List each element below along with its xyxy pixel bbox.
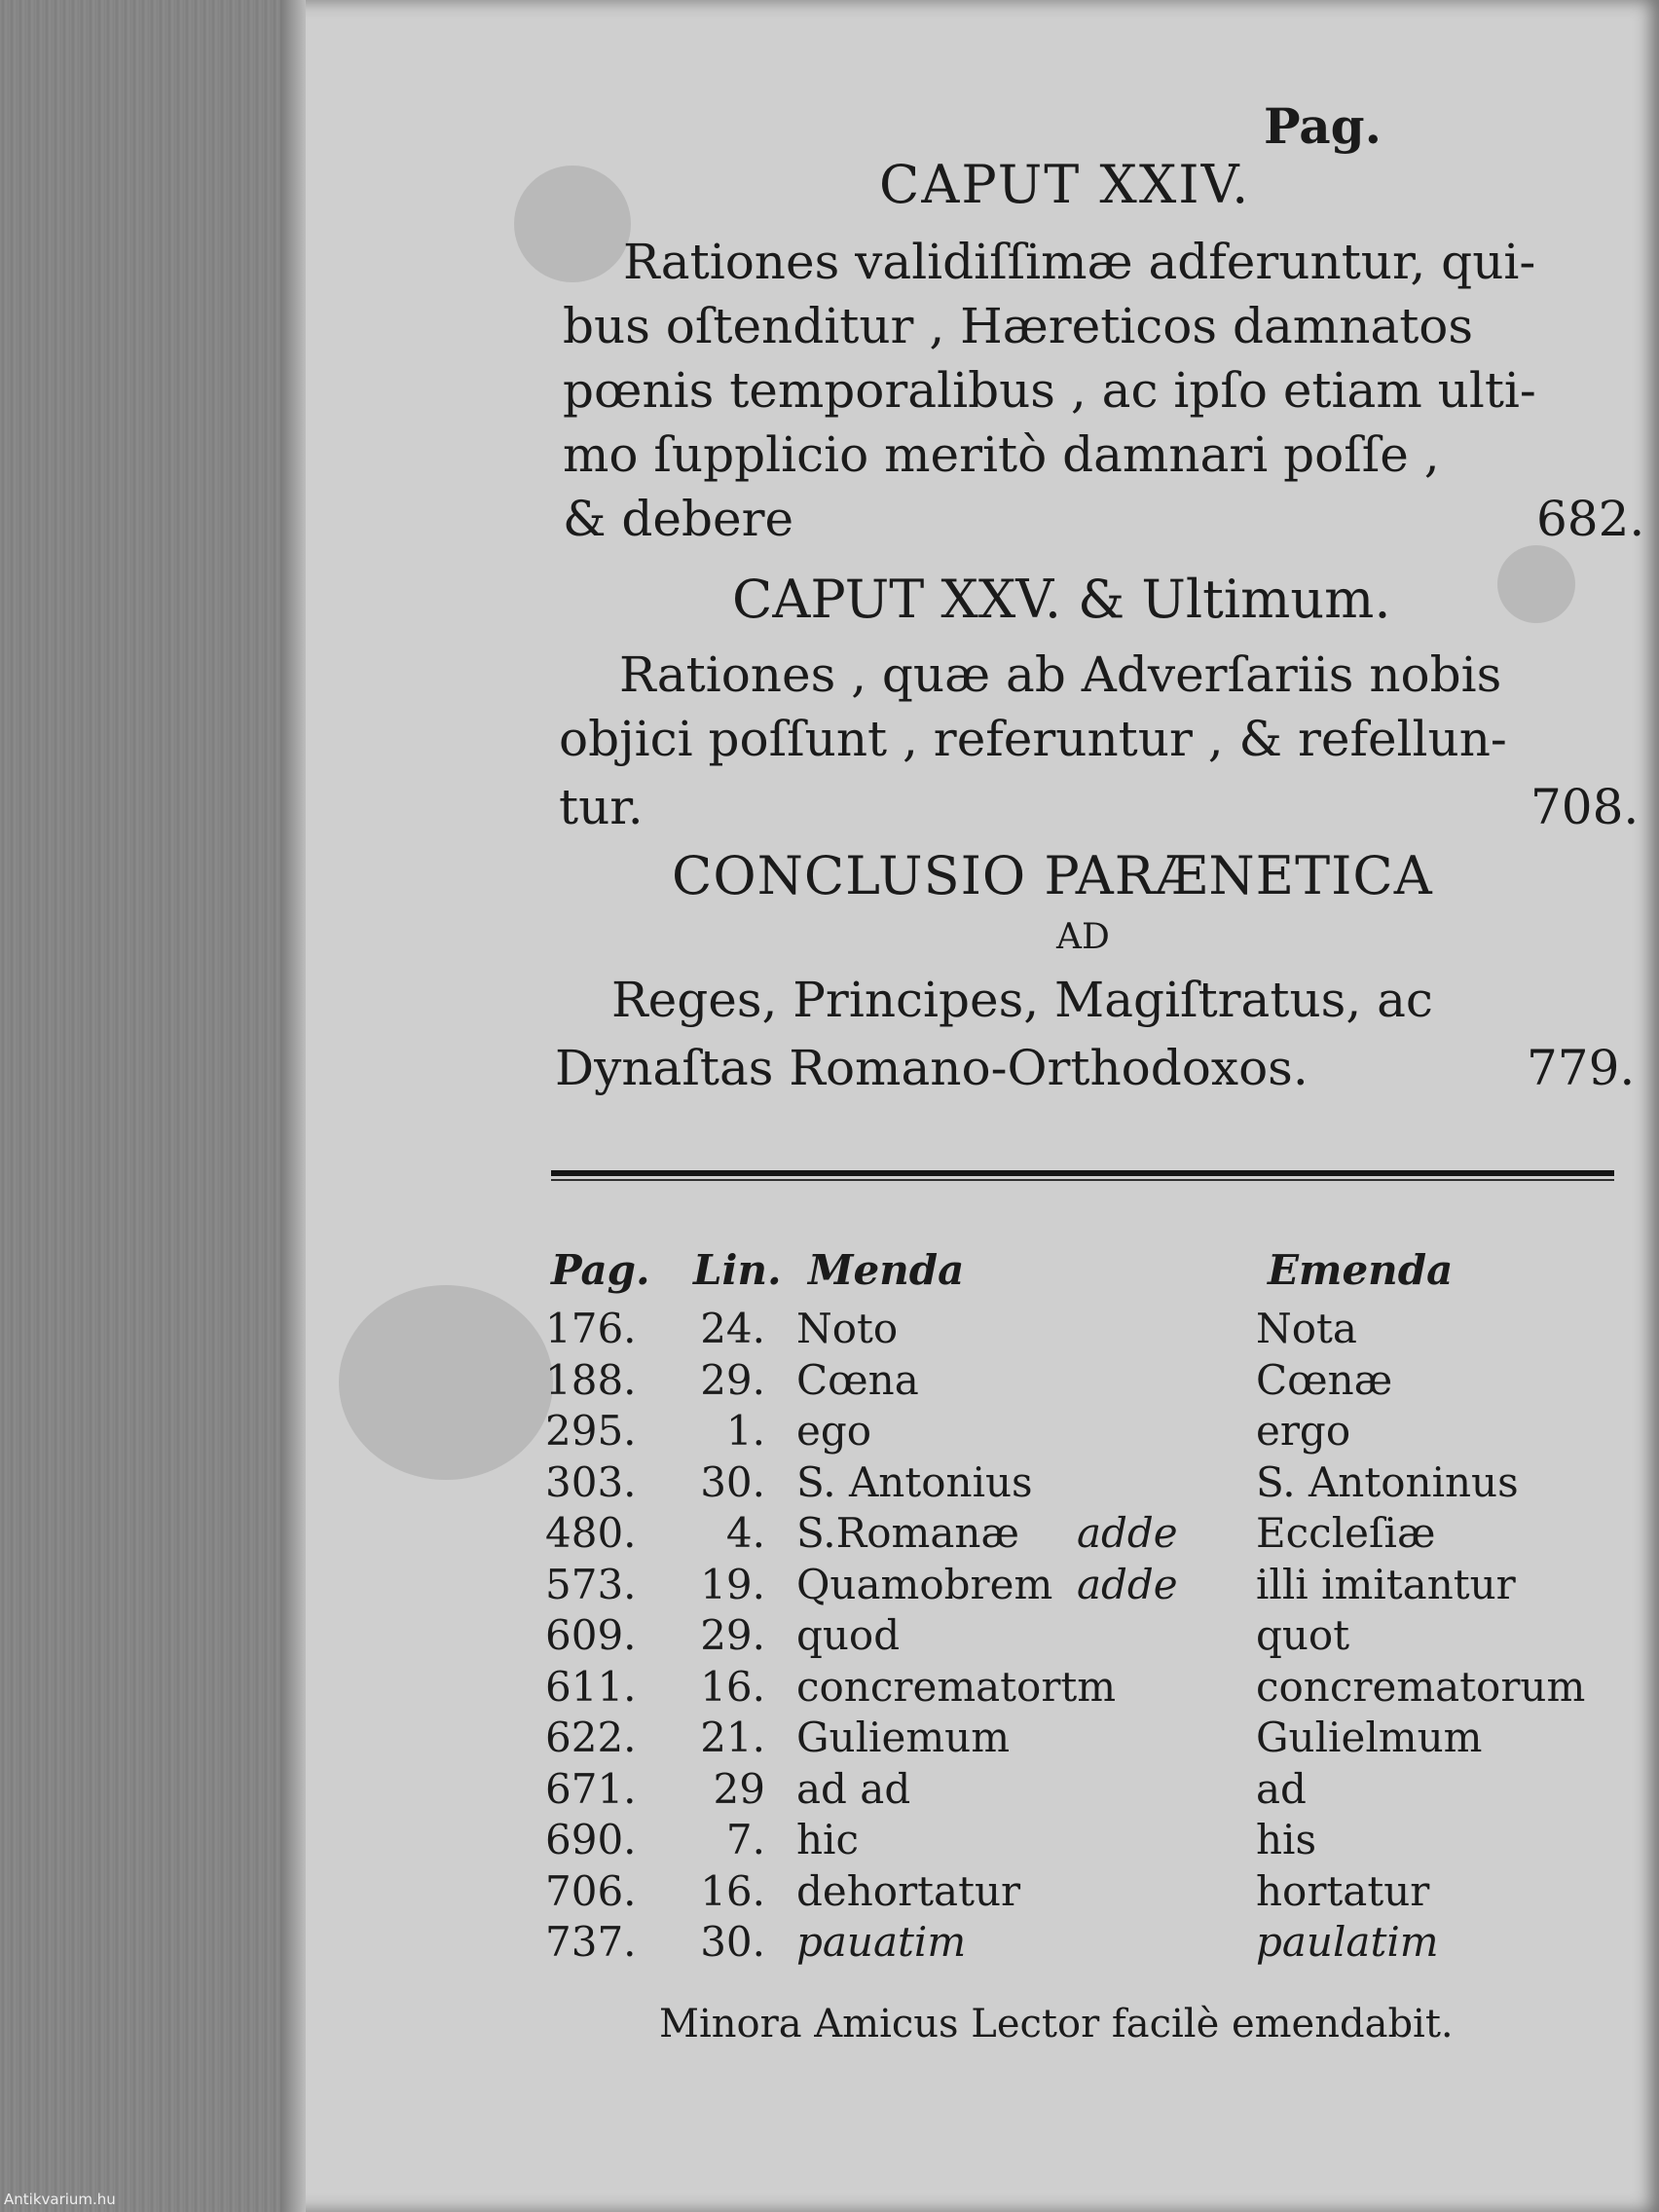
errata-cell-emenda: Gulielmum [1256,1714,1483,1761]
errata-cell-emenda: Cœnæ [1256,1355,1393,1404]
caput-25-title: CAPUT XXV. & Ultimum. [732,569,1391,630]
pag-label: Pag. [1264,97,1382,155]
errata-header-emenda: Emenda [1268,1246,1454,1294]
errata-cell-emenda: S. Antoninus [1256,1457,1519,1506]
caput-25-line-2-text: objici poſſunt , referuntur , & refellun- [559,711,1507,767]
errata-row [0,1816,1659,1866]
watermark: Antikvarium.hu [4,2191,116,2208]
errata-footer-note: Minora Amicus Lector facilè emendabit. [659,2002,1454,2046]
errata-cell-pag: 622. [545,1714,637,1761]
errata-cell-pag: 609. [545,1611,637,1659]
caput-24-line-2 [563,298,1515,354]
errata-cell-lin: 7. [725,1816,765,1863]
caput-25-line-2 [559,711,1515,767]
conclusio-ad: AD [1056,917,1110,957]
errata-cell-menda: ego [796,1407,872,1455]
stain [514,166,631,282]
caput-24-line-1-text: Rationes validiſſimæ adferuntur, qui- [623,234,1536,290]
caput-25-line-1 [619,646,1515,703]
errata-cell-emenda: quot [1256,1611,1350,1659]
errata-cell-emenda: illi imitantur [1256,1560,1516,1608]
conclusio-page-number: 779. [1527,1040,1636,1096]
errata-cell-menda: ad ad [796,1764,911,1813]
errata-row [0,1611,1659,1662]
caput-24-title: CAPUT XXIV. [879,154,1251,215]
errata-header-menda: Menda [808,1246,965,1294]
caput-24-line-3-text: pœnis temporalibus , ac ipſo etiam ulti- [563,362,1536,419]
errata-cell-menda: hic [796,1816,860,1863]
errata-cell-lin: 16. [700,1866,765,1915]
errata-cell-pag: 480. [545,1509,637,1557]
errata-cell-emenda: hortatur [1256,1866,1430,1915]
errata-cell-menda: Guliemum [796,1714,1011,1761]
conclusio-line-1-text: Reges, Principes, Magiſtratus, ac [611,972,1433,1028]
conclusio-last-line: Dynaſtas Romano-Orthodoxos. [555,1040,1309,1096]
errata-cell-menda: quod [796,1611,901,1659]
errata-cell-lin: 4. [725,1509,765,1557]
errata-cell-lin: 19. [700,1560,765,1608]
caput-24-line-2-text: bus oſtenditur , Hæreticos damnatos [563,298,1474,354]
errata-row [0,1407,1659,1457]
caput-25-page-number: 708. [1530,779,1640,835]
errata-row [0,1765,1659,1816]
caput-24-line-4-text: mo ſupplicio meritò damnari poſſe , [563,426,1440,483]
errata-row [0,1918,1659,1969]
errata-cell-add: adde [1077,1509,1178,1557]
errata-header-lin: Lin. [693,1246,782,1294]
caput-25-line-1-text: Rationes , quæ ab Adverſariis nobis [619,646,1502,703]
errata-cell-lin: 24. [700,1305,765,1352]
errata-cell-pag: 737. [545,1918,637,1966]
errata-cell-emenda: concrematorum [1256,1662,1586,1711]
errata-cell-pag: 303. [545,1457,637,1506]
caput-25-last-line: tur. [559,779,644,835]
divider-rule-shadow [551,1179,1614,1181]
conclusio-title: CONCLUSIO PARÆNETICA [672,845,1433,906]
errata-row [0,1458,1659,1509]
errata-row [0,1305,1659,1355]
conclusio-line-1 [611,972,1511,1028]
errata-cell-pag: 671. [545,1764,637,1813]
errata-row [0,1561,1659,1611]
errata-cell-pag: 295. [545,1407,637,1455]
errata-cell-menda: Quamobrem [796,1560,1053,1608]
errata-cell-menda: pauatim [796,1918,967,1966]
errata-cell-menda: Cœna [796,1355,919,1404]
errata-cell-menda: Noto [796,1305,899,1352]
errata-cell-menda: S. Antonius [796,1457,1033,1506]
errata-cell-add: adde [1077,1560,1178,1608]
errata-cell-pag: 706. [545,1866,637,1915]
caput-24-line-1 [623,234,1536,290]
errata-cell-menda: S.Romanæ [796,1509,1019,1557]
errata-cell-lin: 29. [700,1611,765,1659]
stain [1497,545,1575,623]
errata-cell-lin: 29. [700,1355,765,1404]
caput-24-line-3 [563,362,1536,419]
errata-row [0,1714,1659,1764]
errata-cell-emenda: Nota [1256,1305,1357,1352]
errata-cell-emenda: his [1256,1816,1317,1863]
errata-cell-pag: 573. [545,1560,637,1608]
errata-cell-emenda: Eccleſiæ [1256,1509,1436,1557]
errata-row [0,1867,1659,1918]
errata-cell-pag: 611. [545,1662,637,1711]
errata-cell-emenda: ad [1256,1764,1307,1813]
errata-cell-lin: 21. [700,1714,765,1761]
errata-cell-lin: 1. [725,1407,765,1455]
errata-cell-menda: concrematortm [796,1662,1117,1711]
errata-row [0,1356,1659,1407]
errata-row [0,1509,1659,1560]
errata-cell-emenda: ergo [1256,1407,1351,1455]
errata-cell-menda: dehortatur [796,1866,1021,1915]
errata-cell-lin: 30. [700,1457,765,1506]
errata-cell-pag: 690. [545,1816,637,1863]
errata-cell-lin: 30. [700,1918,765,1966]
errata-cell-lin: 16. [700,1662,765,1711]
caput-24-line-4 [563,426,1515,483]
errata-row [0,1663,1659,1714]
errata-cell-pag: 188. [545,1355,637,1404]
errata-cell-lin: 29 [713,1764,765,1813]
errata-cell-emenda: paulatim [1256,1918,1439,1966]
errata-header-pag: Pag. [551,1246,650,1294]
divider-rule [551,1170,1614,1176]
caput-24-page-number: 682. [1536,491,1645,547]
errata-cell-pag: 176. [545,1305,637,1352]
caput-24-last-line: & debere [563,491,794,547]
